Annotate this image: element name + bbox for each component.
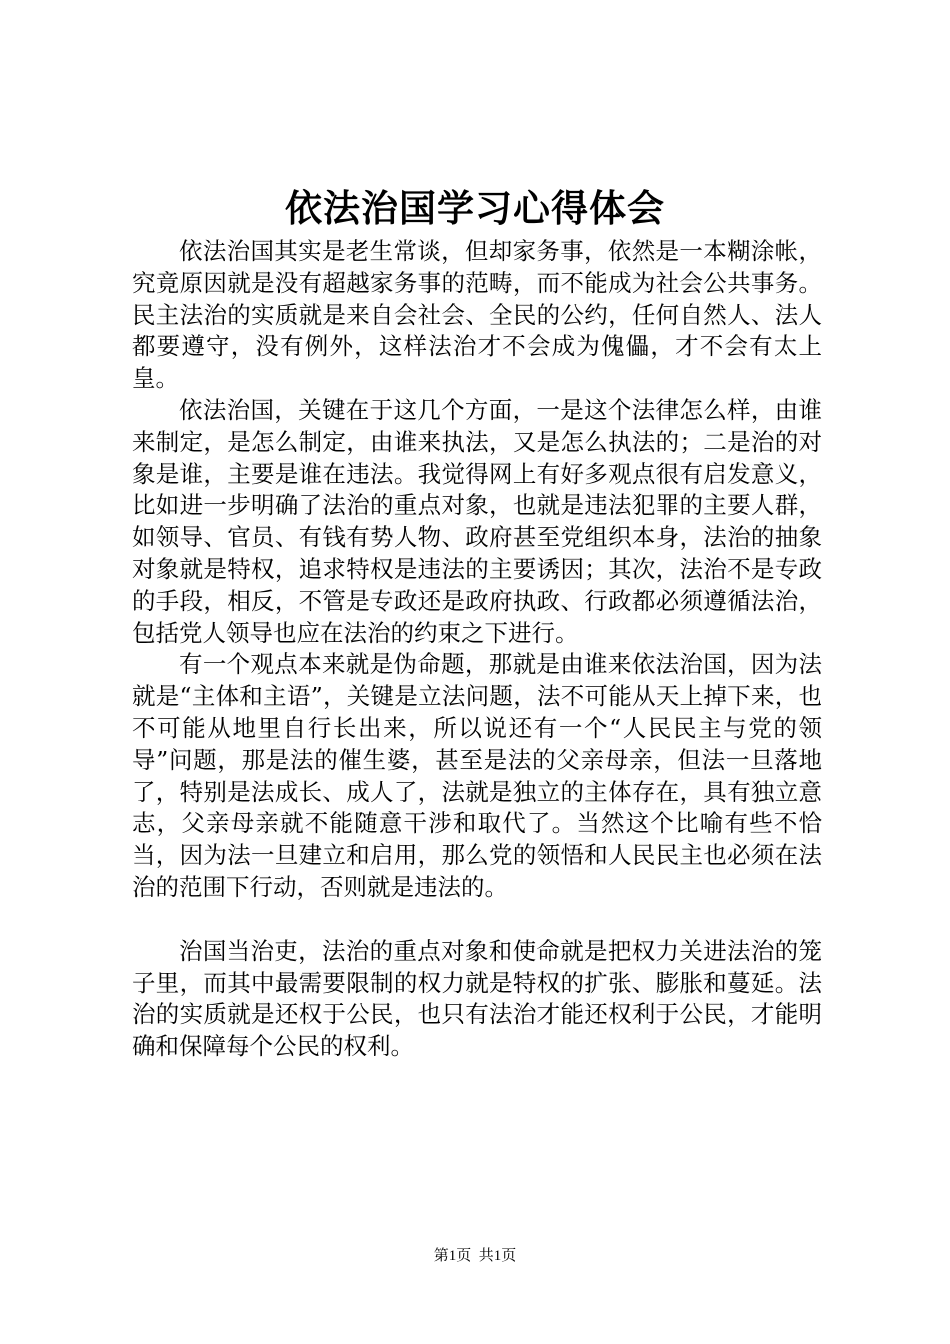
document-title: 依法治国学习心得体会: [285, 186, 665, 230]
paragraph-4: 治国当治吏，法治的重点对象和使命就是把权力关进法治的笼子里，而其中最需要限制的权力就是特权的扩张、膨胀和蔓延。法治的实质就是还权于公民，也只有法治才能还权利于公民，才能明确和保障每个公民的权利。: [132, 936, 822, 1061]
document-body: [132, 236, 822, 1063]
paragraph-gap: [132, 904, 822, 936]
page-footer: [0, 1246, 950, 1266]
paragraph-3: 有一个观点本来就是伪命题，那就是由谁来依法治国，因为法就是“主体和主语”，关键是立法问题，法不可能从天上掉下来，也不可能从地里自行长出来，所以说还有一个“人民民主与党的领导”问题，那是法的催生婆，甚至是法的父亲母亲，但法一旦落地了，特别是法成长、成人了，法就是独立的主体存在，具有独立意志，父亲母亲就不能随意干涉和取代了。当然这个比喻有些不恰当，因为法一旦建立和启用，那么党的领悟和人民民主也必须在法治的范围下行动，否则就是违法的。: [132, 650, 822, 901]
paragraph-1: 依法治国其实是老生常谈，但却家务事，依然是一本糊涂帐，究竟原因就是没有超越家务事的范畴，而不能成为社会公共事务。民主法治的实质就是来自会社会、全民的公约，任何自然人、法人都要遵守，没有例外，这样法治才不会成为傀儡，才不会有太上皇。: [132, 237, 822, 393]
page-number: 第1页 共1页: [433, 1248, 517, 1264]
paragraph-2: 依法治国，关键在于这几个方面，一是这个法律怎么样，由谁来制定，是怎么制定，由谁来执法，又是怎么执法的；二是治的对象是谁，主要是谁在违法。我觉得网上有好多观点很有启发意义，比如进一步明确了法治的重点对象，也就是违法犯罪的主要人群，如领导、官员、有钱有势人物、政府甚至党组织本身，法治的抽象对象就是特权，追求特权是违法的主要诱因；其次，法治不是专政的手段，相反，不管是专政还是政府执政、行政都必须遵循法治，包括党人领导也应在法治的约束之下进行。: [132, 395, 822, 647]
